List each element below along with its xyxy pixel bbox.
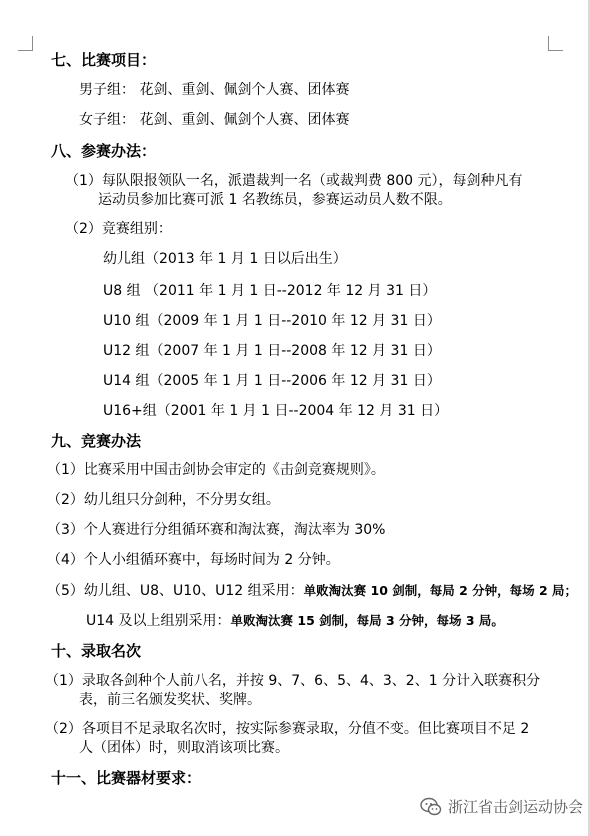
section-10-item-1-line-2: 表，前三名颁发奖状、奖牌。 bbox=[79, 692, 261, 708]
section-9-item-5-bold: 单败淘汰赛 10 剑制，每局 2 分钟，每场 2 局； bbox=[303, 583, 578, 598]
section-10-title: 十、录取名次 bbox=[51, 642, 142, 660]
section-8-item-1-line-2: 运动员参加比赛可派 1 名教练员，参赛运动员人数不限。 bbox=[98, 192, 452, 208]
wechat-icon bbox=[420, 797, 442, 817]
section-8-item-2: （2）竞赛组别： bbox=[65, 221, 172, 237]
section-9-item: （2）幼儿组只分剑种，不分男女组。 bbox=[47, 492, 280, 508]
section-10-item-1-line-1: （1）录取各剑种个人前八名，并按 9、7、6、5、4、3、2、1 分计入联赛积分 bbox=[45, 673, 541, 689]
age-group-item: 幼儿组（2013 年 1 月 1 日以后出生） bbox=[103, 251, 347, 267]
age-group-item: U14 组（2005 年 1 月 1 日--2006 年 12 月 31 日） bbox=[103, 373, 441, 389]
section-10-item-2-line-1: （2）各项目不足录取名次时，按实际参赛录取，分值不变。但比赛项目不足 2 bbox=[45, 721, 530, 737]
section-9-item-5b bbox=[86, 612, 504, 630]
section-9-item: （3）个人赛进行分组循环赛和淘汰赛，淘汰率为 30% bbox=[47, 522, 386, 538]
women-events: 女子组： 花剑、重剑、佩剑个人赛、团体赛 bbox=[79, 112, 350, 128]
crop-mark-top-right bbox=[548, 36, 563, 51]
age-group-item: U12 组（2007 年 1 月 1 日--2008 年 12 月 31 日） bbox=[103, 343, 441, 359]
section-9-item-5b-bold: 单败淘汰赛 15 剑制，每局 3 分钟，每场 3 局。 bbox=[230, 613, 504, 628]
men-events: 男子组： 花剑、重剑、佩剑个人赛、团体赛 bbox=[79, 82, 350, 98]
section-8-item-1-line-1: （1）每队限报领队一名，派遣裁判一名（或裁判费 800 元），每剑种凡有 bbox=[65, 173, 523, 189]
watermark bbox=[420, 796, 583, 817]
crop-mark-top-left bbox=[18, 36, 33, 51]
age-group-item: U16+组（2001 年 1 月 1 日--2004 年 12 月 31 日） bbox=[103, 403, 449, 419]
age-group-item: U10 组（2009 年 1 月 1 日--2010 年 12 月 31 日） bbox=[103, 313, 441, 329]
section-9-item-5b-text: U14 及以上组别采用： bbox=[86, 613, 231, 629]
section-9-item: （4）个人小组循环赛中，每场时间为 2 分钟。 bbox=[47, 552, 340, 568]
section-9-title: 九、竞赛办法 bbox=[51, 432, 142, 450]
section-11-title: 十一、比赛器材要求： bbox=[51, 769, 202, 787]
section-9-item-5-text: （5）幼儿组、U8、U10、U12 组采用： bbox=[47, 583, 304, 599]
age-group-item: U8 组 （2011 年 1 月 1 日--2012 年 12 月 31 日） bbox=[103, 283, 437, 299]
section-7-title: 七、比赛项目： bbox=[51, 51, 157, 69]
section-9-item-5 bbox=[47, 582, 577, 600]
section-9-item: （1）比赛采用中国击剑协会审定的《击剑竞赛规则》。 bbox=[47, 462, 385, 478]
watermark-text: 浙江省击剑运动协会 bbox=[448, 798, 584, 816]
section-10-item-2-line-2: 人（团体）时，则取消该项比赛。 bbox=[79, 740, 289, 756]
section-8-title: 八、参赛办法： bbox=[51, 142, 157, 160]
